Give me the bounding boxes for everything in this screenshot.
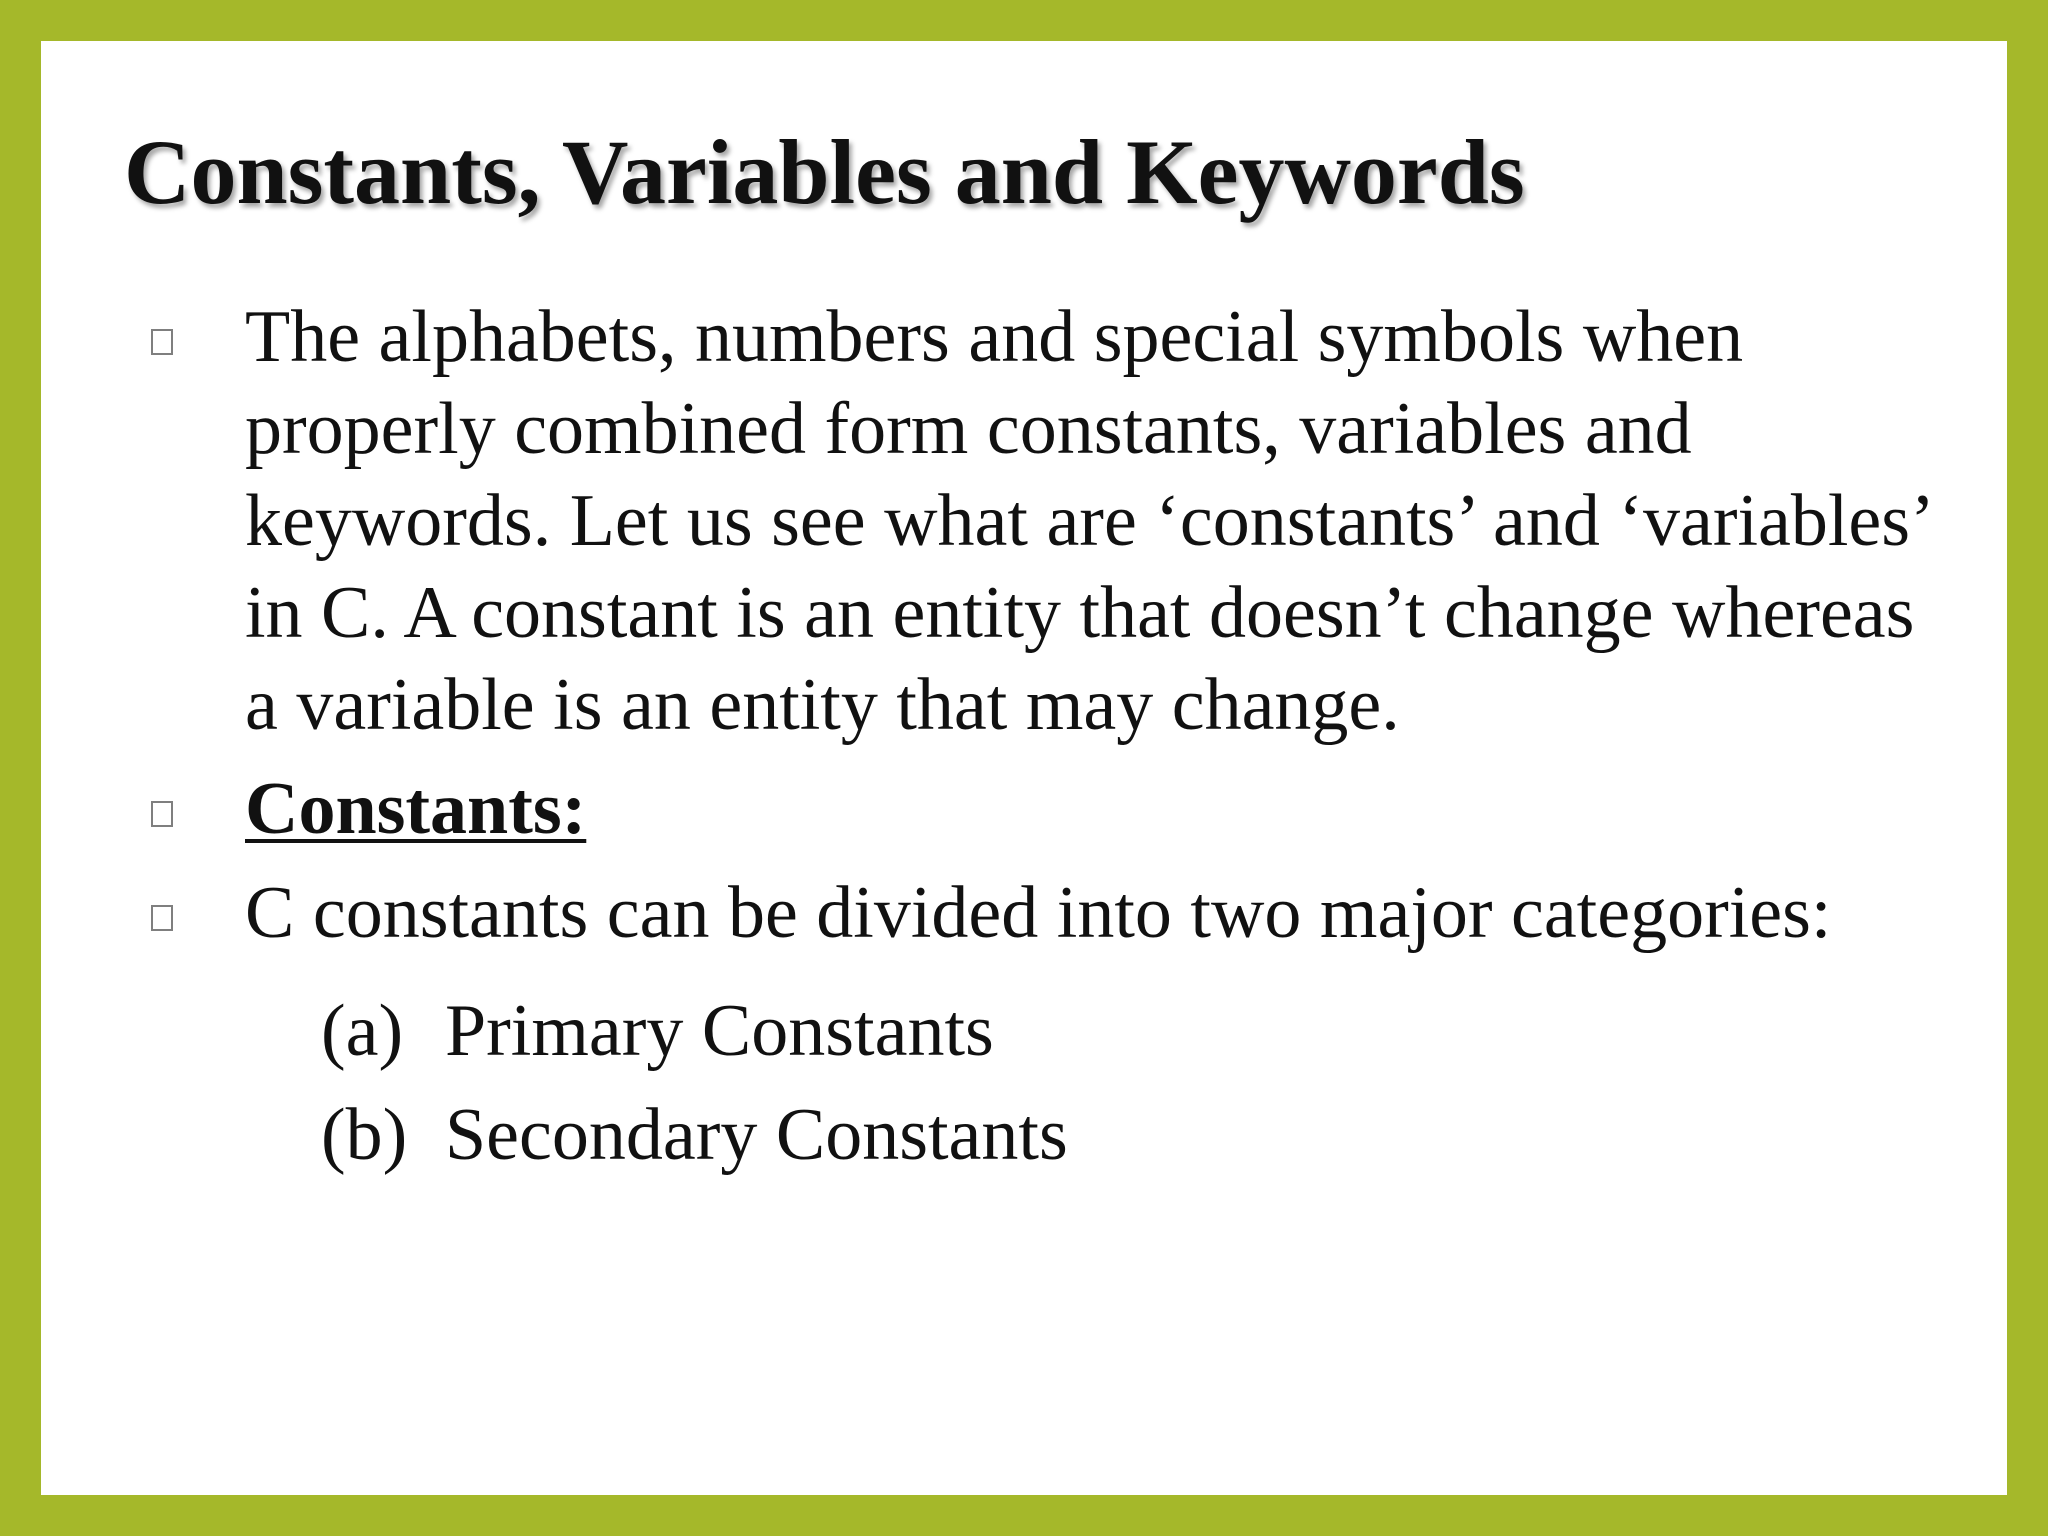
hollow-square-bullet-icon: [151, 329, 173, 355]
list-item-secondary-constants: [151, 1083, 1068, 1187]
list-item-text: Secondary Constants: [445, 1094, 1068, 1176]
bullet-item-intro: [151, 291, 1961, 751]
constant-categories-list: [151, 979, 1068, 1187]
bullet-text-intro: The alphabets, numbers and special symbols when properly combined form constants, variables and keywords. Let us see what are ‘constants’ and ‘variables’ in C. A constant is an entity that doesn’t change whereas a variable is an entity that may change.: [245, 296, 1930, 746]
bullet-list: [151, 291, 1961, 959]
list-item-label: (b): [321, 1094, 408, 1176]
hollow-square-bullet-icon: [151, 801, 173, 827]
slide-title: Constants, Variables and Keywords: [124, 121, 1525, 223]
list-item-primary-constants: [151, 979, 1068, 1083]
list-item-label: (a): [321, 990, 404, 1072]
bullet-item-categories: [151, 867, 1961, 959]
list-item-text: Primary Constants: [445, 990, 994, 1072]
hollow-square-bullet-icon: [151, 905, 173, 931]
bullet-text-categories: C constants can be divided into two major categories:: [245, 872, 1832, 954]
bullet-item-constants-heading: [151, 763, 1961, 855]
bullet-text-constants-heading: Constants:: [245, 768, 587, 850]
slide: [41, 41, 2007, 1495]
